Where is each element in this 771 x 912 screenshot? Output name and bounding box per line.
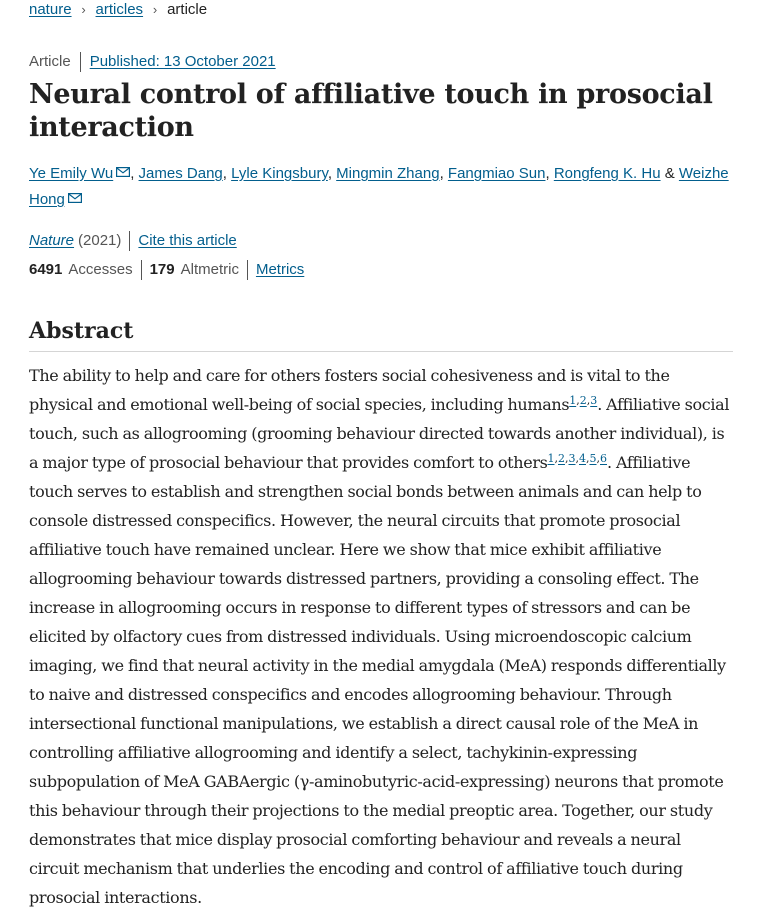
citation-link[interactable]: 6 — [600, 452, 607, 465]
author-separator: , — [327, 165, 337, 182]
author-link[interactable]: James Dang — [138, 165, 223, 182]
journal-name-link[interactable]: Nature — [29, 232, 75, 249]
published-date-link[interactable]: Published: 13 October 2021 — [89, 53, 276, 70]
accesses-count: 6491 — [29, 261, 63, 278]
abstract-sentence: . Affiliative touch serves to establish and strengthen social bonds between animals and can help to console distressed conspecifics. However, the neural circuits that promote prosocial affiliative touch have remained unclear. Here we show that mice exhibit affiliative allogrooming behaviour towards distressed partners, providing a consoling effect. The increase in allogrooming occurs in response to different types of stressors and can be elicited by olfactory cues from distressed individuals. Using microendoscopic calcium imaging, we find that neural activity in the medial amygdala (MeA) responds differentially to naive and distressed conspecifics and encodes allogrooming behaviour. Through intersectional functional manipulations, we establish a direct causal role of the MeA in controlling affiliative allogrooming and identify a select, tachykinin-expressing subpopulation of MeA GABAergic (γ-aminobutyric-acid-expressing) neurons that promote this behaviour through their projections to the medial preoptic area. Together, our study demonstrates that mice display prosocial comforting behaviour and reveals a neural circuit mechanism that underlies the encoding and control of affiliative touch during prosocial interactions. — [29, 453, 726, 907]
citation-link[interactable]: 4 — [579, 452, 586, 465]
abstract-sentence: The ability to help and care for others fosters social cohesiveness and is vital to the physical and emotional well-being of social species, including humans — [29, 366, 670, 414]
journal-year: (2021) — [78, 232, 122, 249]
meta-divider — [80, 52, 81, 72]
citation-link[interactable]: 2 — [558, 452, 565, 465]
chevron-right-icon: › — [81, 2, 86, 17]
breadcrumb — [29, 0, 207, 20]
author-link[interactable]: Weizhe Hong — [29, 165, 729, 208]
article-title: Neural control of affiliative touch in prosocial interaction — [29, 79, 713, 143]
article-metrics — [29, 259, 304, 281]
journal-divider — [129, 231, 130, 251]
citation-link[interactable]: 5 — [589, 452, 597, 465]
author-separator: , — [130, 165, 139, 182]
author-link[interactable]: Ye Emily Wu — [29, 165, 114, 182]
envelope-icon[interactable] — [116, 167, 130, 177]
accesses-label: Accesses — [68, 261, 133, 278]
author-separator: , — [222, 165, 232, 182]
cite-article-link[interactable]: Cite this article — [138, 232, 237, 249]
citation-refs: 1,2,3 — [569, 394, 598, 407]
altmetric-count: 179 — [149, 261, 175, 278]
author-separator: , — [545, 165, 554, 182]
metrics-link[interactable]: Metrics — [255, 261, 305, 278]
citation-link[interactable]: 1 — [569, 394, 577, 407]
abstract-text — [29, 361, 735, 912]
author-link[interactable]: Lyle Kingsbury — [231, 165, 328, 182]
breadcrumb-link-articles[interactable]: articles — [95, 1, 144, 18]
envelope-icon[interactable] — [68, 193, 82, 203]
citation-link[interactable]: 3 — [568, 452, 576, 465]
author-and: & — [660, 165, 679, 182]
abstract-divider — [29, 351, 733, 352]
altmetric-label: Altmetric — [180, 261, 239, 278]
citation-link[interactable]: 2 — [579, 394, 587, 407]
abstract-sentence: . Affiliative social touch, such as allogrooming (grooming behaviour directed towards another individual), is a major type of prosocial behaviour that provides comfort to others — [29, 395, 730, 472]
journal-info — [29, 230, 237, 252]
author-link[interactable]: Fangmiao Sun — [447, 165, 546, 182]
metrics-divider — [247, 260, 248, 280]
metrics-divider — [141, 260, 142, 280]
article-meta — [29, 51, 276, 73]
citation-link[interactable]: 1 — [547, 452, 555, 465]
breadcrumb-link-nature[interactable]: nature — [29, 1, 72, 18]
article-type: Article — [29, 53, 71, 70]
breadcrumb-current: article — [167, 1, 208, 18]
author-link[interactable]: Rongfeng K. Hu — [553, 165, 661, 182]
chevron-right-icon: › — [152, 2, 158, 17]
citation-link[interactable]: 3 — [590, 394, 598, 407]
author-link[interactable]: Mingmin Zhang — [336, 165, 440, 182]
author-separator: , — [439, 165, 448, 182]
abstract-heading: Abstract — [29, 318, 134, 344]
citation-refs: 1,2,3,4,5,6 — [547, 452, 607, 465]
author-list — [29, 161, 733, 213]
